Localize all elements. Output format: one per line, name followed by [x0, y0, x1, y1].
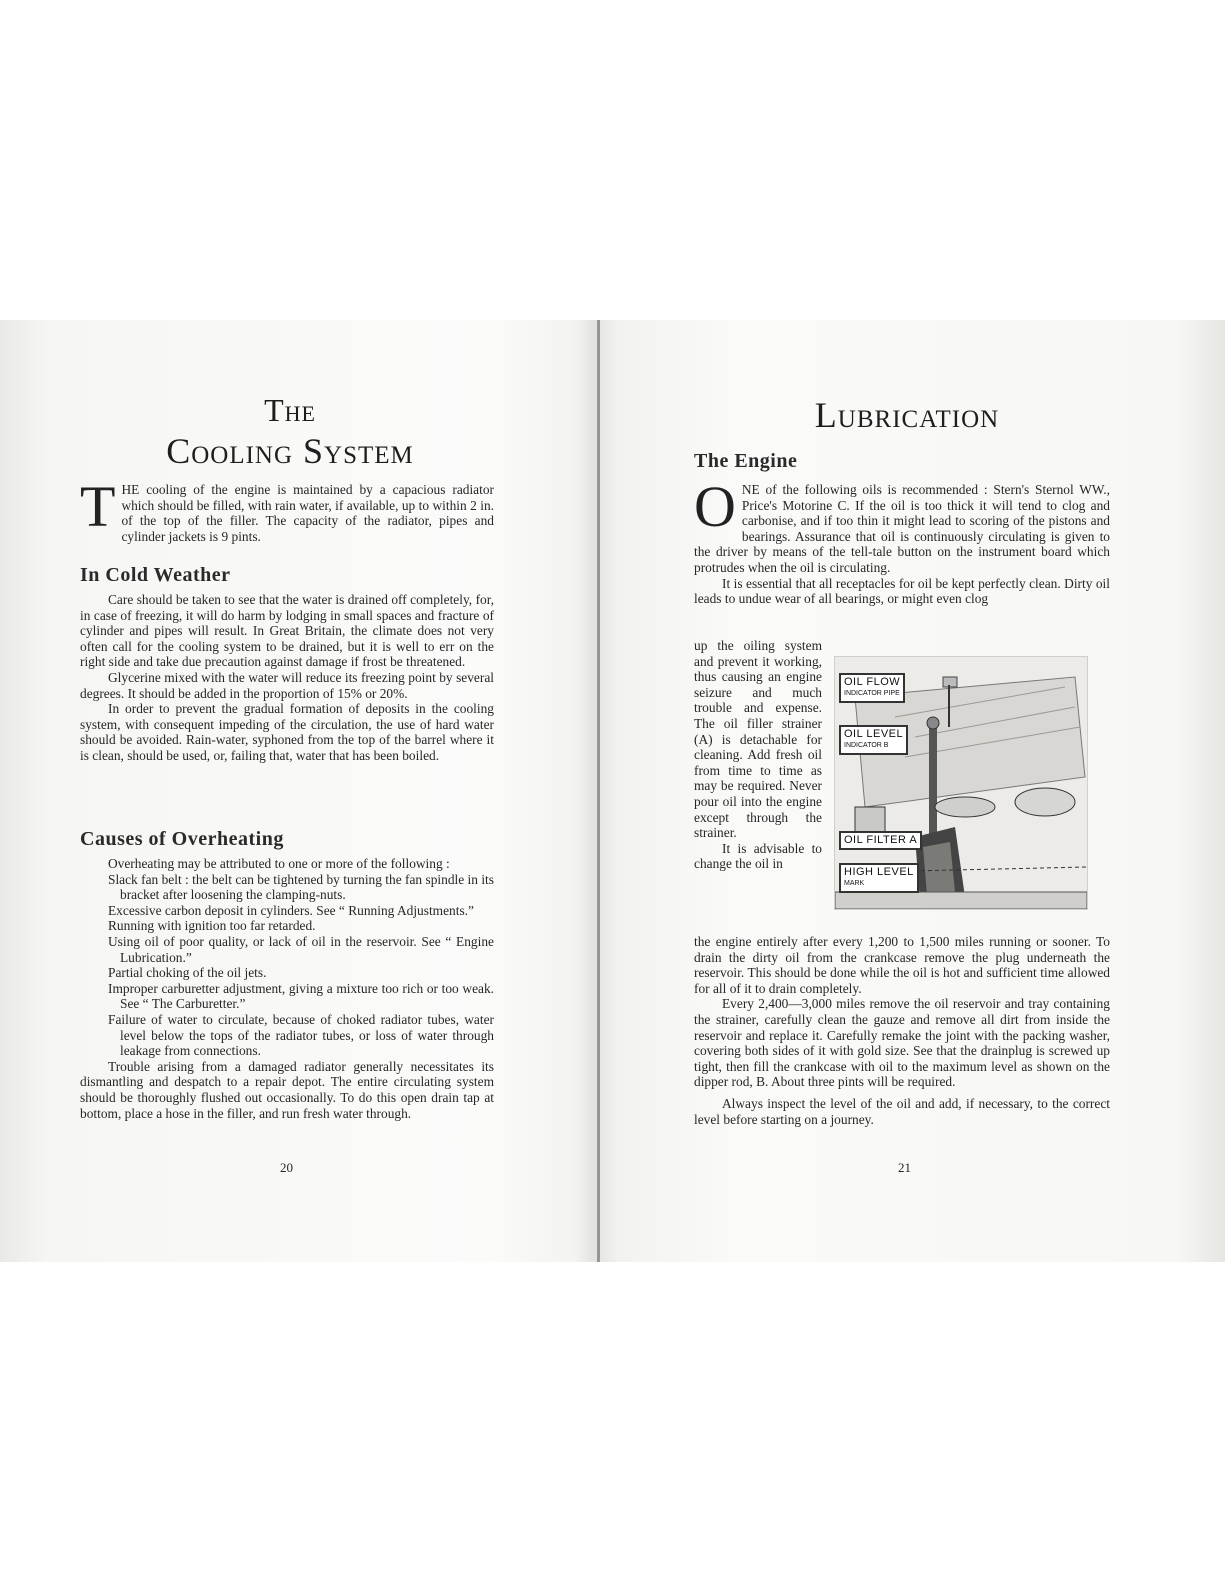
paragraph-inspect: Always inspect the level of the oil and add, if necessary, to the correct level before starting on a journey. — [694, 1095, 1110, 1127]
right-title: Lubrication — [814, 395, 1000, 435]
paragraph-reservoir: Every 2,400—3,000 miles remove the oil reservoir and tray containing the strainer, carefully clean the gauze and remove all dirt from inside the reservoir and replace it. Carefully remake the joint with the packing washer, covering both sides of it with gold size. See that the drainplug is screwed up tight, then fill the crankcase with oil to the maximum level as shown on the dipper rod, B. About three pints will be required. — [694, 996, 1110, 1090]
lubrication-intro-text: NE of the following oils is recommended : Stern's Sternol WW., Price's Motorine C. If the oil is too thick it will tend to clog and carbonise, and if too thin it might lead to scoring of the pistons and bearings. Assurance that oil is continuously circulating is given to the driver by means of the tell-tale button on the instrument board which protrudes when the oil is circulating. — [694, 482, 1110, 575]
engine-heading: The Engine — [694, 450, 798, 472]
left-title-line2: Cooling System — [166, 431, 414, 471]
list-item: Partial choking of the oil jets. — [108, 965, 267, 981]
oil-level-label-sub: INDICATOR B — [844, 742, 889, 749]
cold-paragraph-1: Care should be taken to see that the water is drained off completely, for, in case of freezing, it will do harm by lodging in small spaces and fracture of cylinder and pipes will result. In Great Britain, the climate does not very often call for the cooling system to be drained, but it is well to err on the right side and take due precaution against damage if frost be threatened. — [80, 592, 494, 670]
lower-text — [694, 934, 1110, 1127]
lubrication-intro — [694, 474, 1110, 607]
high-level-label-sub: MARK — [844, 880, 865, 887]
overheating-section — [80, 856, 494, 1121]
list-item: Using oil of poor quality, or lack of oil in the reservoir. See “ Engine Lubrication.” — [108, 933, 494, 965]
cold-paragraph-2: Glycerine mixed with the water will reduce its freezing point by several degrees. It should be added in the proportion of 15% or 20%. — [80, 669, 494, 701]
list-item: Running with ignition too far retarded. — [108, 918, 316, 934]
cold-weather-section — [80, 592, 494, 764]
oil-flow-label-text: OIL FLOW — [844, 676, 901, 688]
narrow-column — [694, 638, 822, 872]
oil-flow-label — [839, 673, 905, 703]
oil-filter-label — [839, 831, 922, 850]
paragraph-clean-full: It is essential that all receptacles for oil be kept perfectly clean. Dirty oil leads to undue wear of all bearings, or might even clog — [694, 575, 1110, 607]
oil-level-label — [839, 725, 908, 755]
left-page — [0, 320, 600, 1262]
list-item: Improper carburetter adjustment, giving a mixture too rich or too weak. See “ The Carburetter.” — [108, 980, 494, 1012]
list-item: Failure of water to circulate, because of choked radiator tubes, water level below the tops of the radiator tubes, or loss of water through leakage from connections. — [108, 1011, 494, 1059]
page-number-right: 21 — [898, 1160, 911, 1175]
cooling-intro-text: HE cooling of the engine is maintained by a capacious radiator which should be filled, with rain water, if available, up to within 2 in. of the top of the filler. The capacity of the radiator, pipes and cylinder jackets is 9 pints. — [121, 482, 494, 544]
oil-flow-label-sub: INDICATOR PIPE — [844, 690, 900, 697]
cooling-intro — [80, 474, 494, 544]
high-level-label — [839, 863, 919, 893]
overheating-list — [80, 872, 494, 1059]
oil-filter-label-text: OIL FILTER A — [844, 834, 918, 846]
book-gutter — [597, 320, 600, 1262]
list-item: Slack fan belt : the belt can be tightened by turning the fan spindle in its bracket after loosening the clamping-nuts. — [108, 871, 494, 903]
paragraph-advisable-narrow: It is advisable to change the oil in — [694, 840, 822, 872]
paragraph-change-oil: the engine entirely after every 1,200 to 1,500 miles running or sooner. To drain the dirty oil from the crankcase remove the plug underneath the reservoir. This should be done while the oil is hot and sufficient time allowed for all of it to drain completely. — [694, 934, 1110, 996]
oil-level-label-text: OIL LEVEL — [844, 728, 904, 740]
list-item: Excessive carbon deposit in cylinders. See “ Running Adjustments.” — [108, 902, 474, 918]
dropcap-t: T — [80, 474, 116, 539]
engine-oil-figure — [834, 656, 1088, 910]
right-page — [602, 320, 1225, 1262]
cold-paragraph-3: In order to prevent the gradual formation of deposits in the cooling system, with consequent impeding of the circulation, the use of hard water should be avoided. Rain-water, syphoned from the top of the barrel where it is clean, should be used, or, failing that, water that has been boiled. — [80, 701, 494, 763]
overheating-heading: Causes of Overheating — [80, 828, 284, 850]
dropcap-o: O — [694, 474, 736, 539]
page-number-left: 20 — [280, 1160, 293, 1175]
left-title-line1: The — [264, 392, 316, 428]
overheating-final: Trouble arising from a damaged radiator generally necessitates its dismantling and despatch to a repair depot. The entire circulating system should be thoroughly flushed out occasionally. To do this open drain tap at bottom, place a hose in the filler, and run fresh water through. — [80, 1058, 494, 1121]
high-level-label-text: HIGH LEVEL — [844, 866, 914, 878]
cold-weather-heading: In Cold Weather — [80, 564, 231, 586]
book-spread — [0, 320, 1225, 1262]
overheating-intro: Overheating may be attributed to one or more of the following : — [108, 856, 450, 871]
paragraph-clean-narrow: up the oiling system and prevent it working, thus causing an engine seizure and much trouble and expense. The oil filler strainer (A) is detachable for cleaning. Add fresh oil from time to time as may be required. Never pour oil into the engine except through the strainer. — [694, 638, 822, 841]
